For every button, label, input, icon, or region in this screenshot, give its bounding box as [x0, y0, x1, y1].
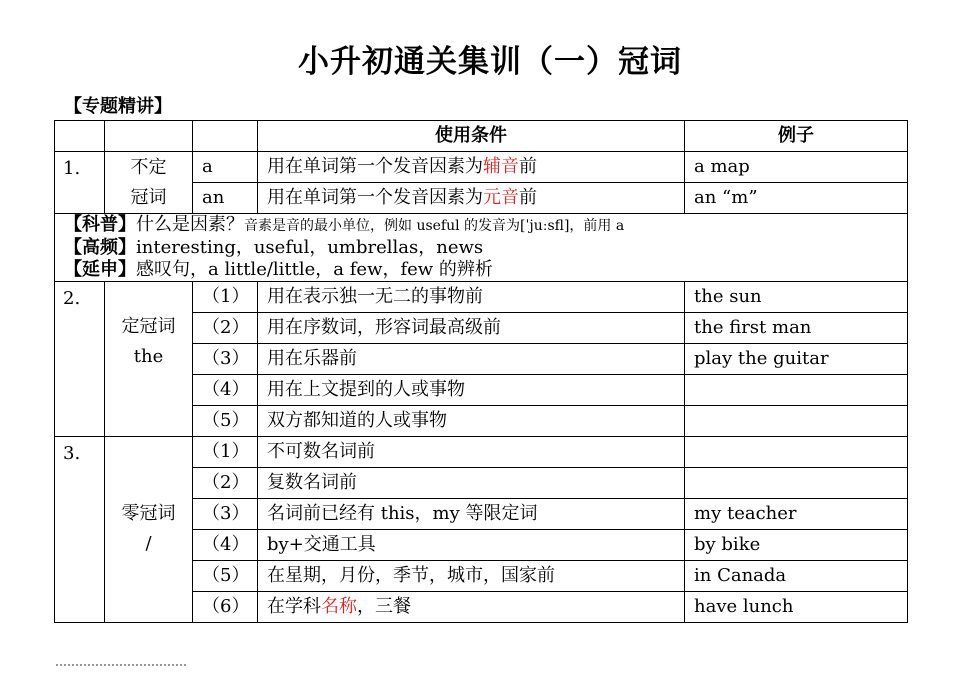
example-cell — [685, 406, 908, 437]
condition-cell: 用在乐器前 — [258, 344, 685, 375]
footer-divider — [56, 664, 186, 670]
example-cell: my teacher — [685, 499, 908, 530]
condition-cell — [258, 183, 685, 214]
highlight-text: 辅音 — [483, 156, 519, 177]
condition-cell: 用在序数词，形容词最高级前 — [258, 313, 685, 344]
header-cell-empty — [105, 121, 193, 152]
article-type-line: 零冠词 — [121, 503, 176, 524]
article-type-line: 冠词 — [130, 186, 167, 208]
example-cell: the first man — [685, 313, 908, 344]
condition-text: 用在单词第一个发音因素为 — [267, 156, 483, 177]
index-cell: （6） — [193, 592, 258, 623]
info-tag: 【高频】 — [64, 237, 136, 258]
info-text: interesting，useful，umbrellas，news — [136, 237, 484, 258]
info-cell — [55, 214, 908, 282]
info-question: 什么是因素？ — [136, 214, 244, 235]
highlight-text: 名称 — [321, 596, 357, 617]
table-row — [55, 437, 908, 468]
article-type-line: the — [133, 346, 164, 367]
index-cell: （1） — [193, 437, 258, 468]
condition-text: 用在单词第一个发音因素为 — [267, 187, 483, 208]
page-title: 小升初通关集训（一）冠词 — [298, 44, 682, 80]
condition-text: by+交通工具 — [267, 534, 376, 555]
article-cell: a — [193, 152, 258, 183]
table-row — [55, 282, 908, 313]
condition-cell — [258, 530, 685, 561]
condition-cell: 用在上文提到的人或事物 — [258, 375, 685, 406]
info-gaopin — [64, 237, 898, 259]
article-type-definite — [105, 282, 193, 437]
header-cell-empty — [193, 121, 258, 152]
index-cell: （3） — [193, 344, 258, 375]
condition-cell: 用在表示独一无二的事物前 — [258, 282, 685, 313]
example-cell — [685, 375, 908, 406]
index-cell: （2） — [193, 313, 258, 344]
index-cell: （4） — [193, 530, 258, 561]
example-cell: in Canada — [685, 561, 908, 592]
table-header-row — [55, 121, 908, 152]
condition-cell — [258, 437, 685, 468]
condition-text: 在学科 — [267, 596, 321, 617]
condition-text: 在星期，月份，季节，城市，国家前 — [267, 565, 555, 586]
info-answer: 音素是音的最小单位，例如 useful 的发音为[ˈjuːsfl]，前用 a — [244, 218, 625, 234]
info-text: 感叹句，a little/little，a few，few 的辨析 — [136, 259, 493, 280]
info-tag: 【延申】 — [64, 259, 136, 280]
article-type-line: / — [145, 533, 152, 554]
header-example: 例子 — [685, 121, 908, 152]
example-cell: a map — [685, 152, 908, 183]
condition-cell — [258, 152, 685, 183]
index-cell: （5） — [193, 406, 258, 437]
article-type-zero — [105, 437, 193, 623]
example-cell: the sun — [685, 282, 908, 313]
article-type-line: 定冠词 — [121, 316, 176, 337]
example-cell: play the guitar — [685, 344, 908, 375]
header-cell-empty — [55, 121, 105, 152]
condition-text: 前 — [519, 156, 537, 177]
example-cell — [685, 468, 908, 499]
condition-text: 不可数名词前 — [267, 441, 375, 462]
row-number: 1. — [55, 152, 105, 214]
highlight-text: 元音 — [483, 187, 519, 208]
article-type-indefinite — [105, 152, 193, 214]
condition-cell: 双方都知道的人或事物 — [258, 406, 685, 437]
condition-text: 前 — [519, 187, 537, 208]
condition-text: 复数名词前 — [267, 472, 357, 493]
example-cell — [685, 437, 908, 468]
row-number: 3. — [55, 437, 105, 623]
condition-text: ，三餐 — [357, 596, 411, 617]
info-yanshen — [64, 259, 898, 281]
condition-cell — [258, 592, 685, 623]
article-cell: an — [193, 183, 258, 214]
article-table — [54, 120, 908, 623]
index-cell: （4） — [193, 375, 258, 406]
info-row — [55, 214, 908, 282]
index-cell: （1） — [193, 282, 258, 313]
example-cell: have lunch — [685, 592, 908, 623]
row-number: 2. — [55, 282, 105, 437]
index-cell: （3） — [193, 499, 258, 530]
condition-cell — [258, 468, 685, 499]
info-tag: 【科普】 — [64, 214, 136, 235]
example-cell: by bike — [685, 530, 908, 561]
example-cell: an “m” — [685, 183, 908, 214]
condition-cell — [258, 561, 685, 592]
condition-cell — [258, 499, 685, 530]
info-kepu — [64, 214, 898, 237]
article-type-line: 不定 — [130, 156, 167, 178]
header-condition: 使用条件 — [258, 121, 685, 152]
table-row — [55, 152, 908, 183]
section-label: 【专题精讲】 — [64, 96, 172, 117]
condition-text: 名词前已经有 this，my 等限定词 — [267, 503, 538, 524]
index-cell: （5） — [193, 561, 258, 592]
index-cell: （2） — [193, 468, 258, 499]
